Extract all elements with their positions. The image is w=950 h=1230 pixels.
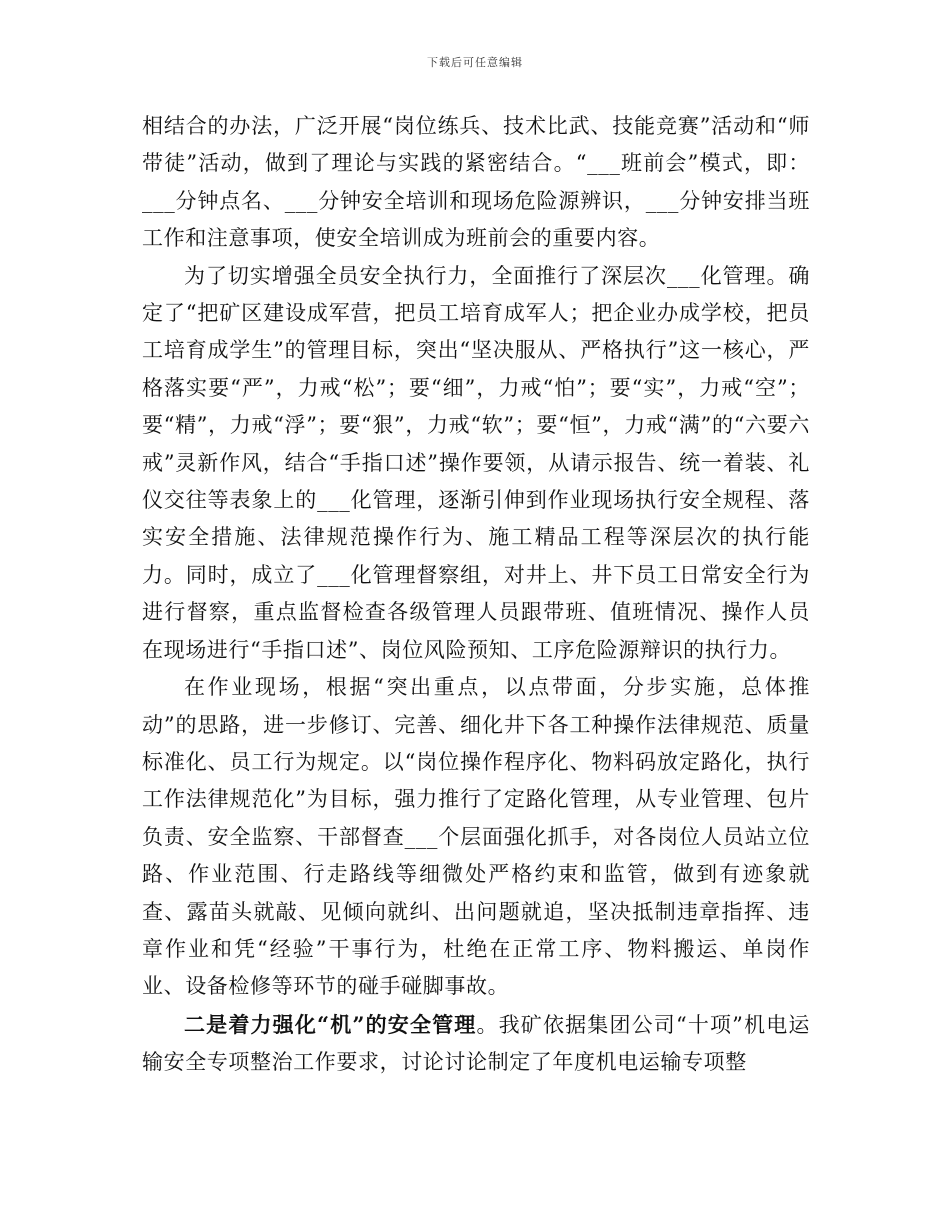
document-body [142, 108, 810, 1082]
paragraph-2: 为了切实增强全员安全执行力，全面推行了深层次___化管理。确定了“把矿区建设成军营，把员工培育成军人；把企业办成学校，把员工培育成学生”的管理目标，突出“坚决服从、严格执行”这一核心，严格落实要“严”，力戒“松”；要“细”，力戒“怕”；要“实”，力戒“空”；要“精”，力戒“浮”；要“狠”，力戒“软”；要“恒”，力戒“满”的“六要六戒”灵新作风，结合“手指口述”操作要领，从请示报告、统一着装、礼仪交往等表象上的___化管理，逐渐引伸到作业现场执行安全规程、落实安全措施、法律规范操作行为、施工精品工程等深层次的执行能力。同时，成立了___化管理督察组，对井上、井下员工日常安全行为进行督察，重点监督检查各级管理人员跟带班、值班情况、操作人员在现场进行“手指口述”、岗位风险预知、工序危险源辩识的执行力。 [142, 263, 810, 662]
paragraph-1: 相结合的办法，广泛开展“岗位练兵、技术比武、技能竞赛”活动和“师带徒”活动，做到了理论与实践的紧密结合。“___班前会”模式，即：___分钟点名、___分钟安全培训和现场危险源辨识，___分钟安排当班工作和注意事项，使安全培训成为班前会的重要内容。 [142, 114, 810, 251]
section-heading: 二是着力强化“机”的安全管理 [184, 1011, 477, 1037]
paragraph-3: 在作业现场，根据“突出重点，以点带面，分步实施，总体推动”的思路，进一步修订、完善、细化井下各工种操作法律规范、质量标准化、员工行为规定。以“岗位操作程序化、物料码放定路化，执行工作法律规范化”为目标，强力推行了定路化管理，从专业管理、包片负责、安全监察、干部督查___个层面强化抓手，对各岗位人员站立位路、作业范围、行走路线等细微处严格约束和监管，做到有迹象就查、露苗头就敲、见倾向就纠、出问题就追，坚决抵制违章指挥、违章作业和凭“经验”干事行为，杜绝在正常工序、物料搬运、单岗作业、设备检修等环节的碰手碰脚事故。 [142, 675, 810, 999]
paragraph-4 [142, 1006, 810, 1082]
page-header: 下载后可任意编辑 [427, 56, 523, 69]
paragraph-4-text: 。我矿依据集团公司“十项”机电运输安全专项整治工作要求，讨论讨论制定了年度机电运输专项整 [142, 1012, 811, 1075]
